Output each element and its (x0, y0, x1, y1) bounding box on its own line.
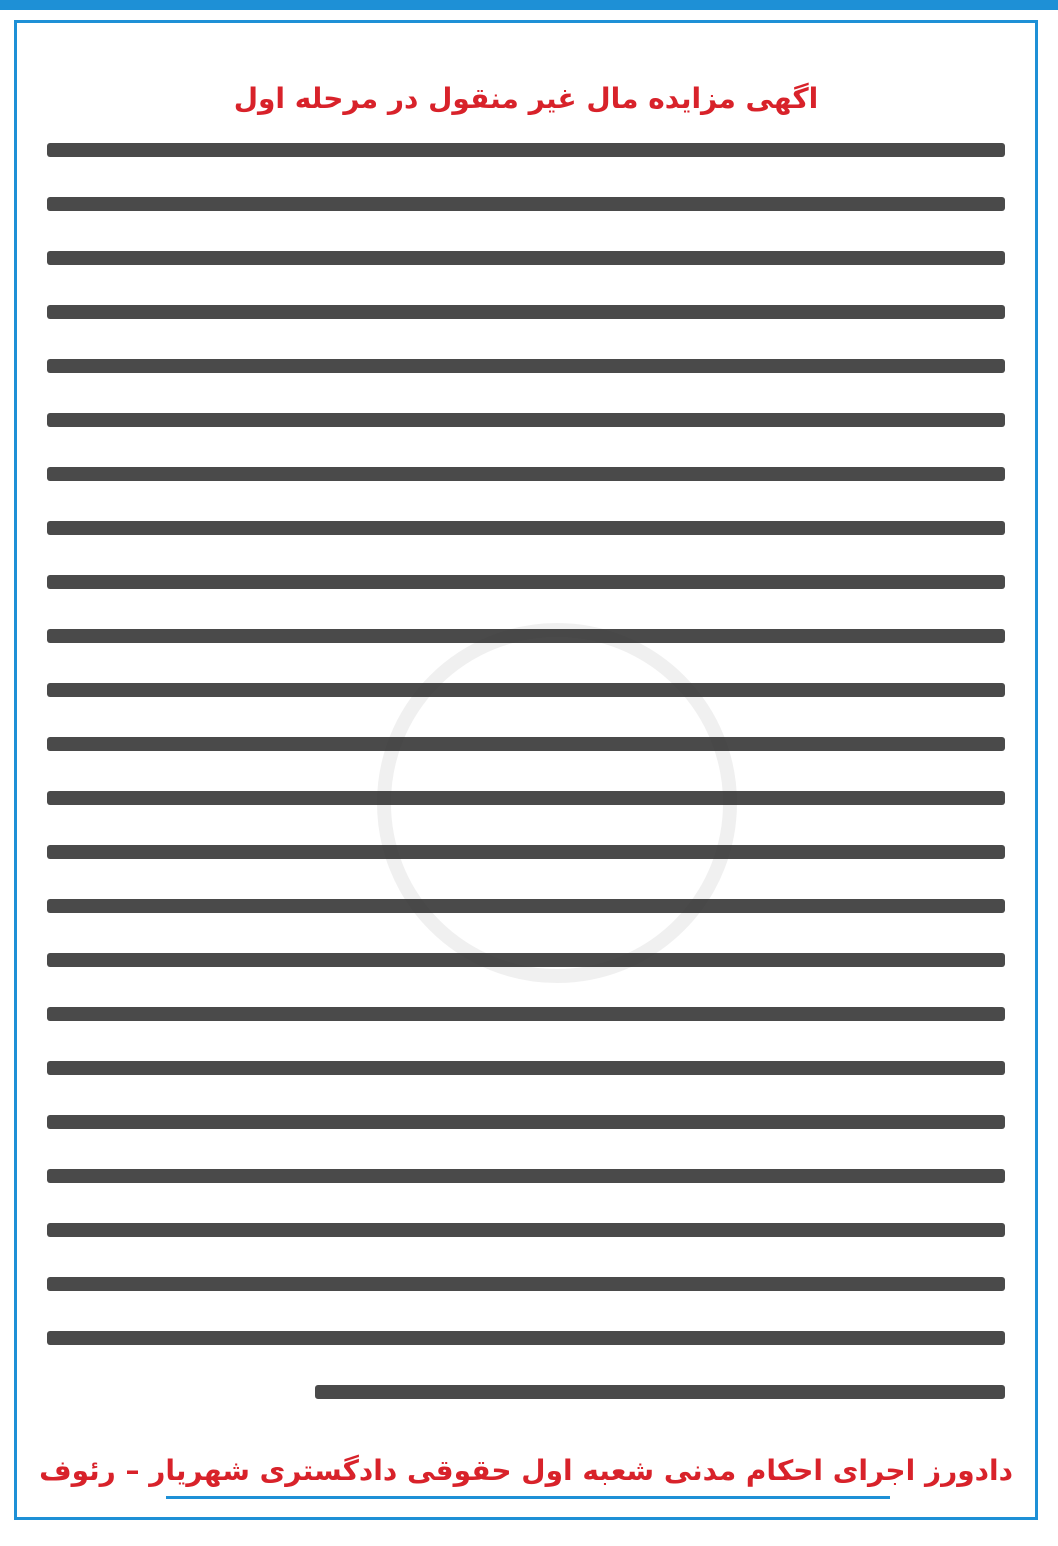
body-line (47, 1061, 1005, 1075)
notice-body (47, 143, 1005, 1439)
body-line (47, 197, 1005, 211)
body-line (47, 521, 1005, 535)
body-line (47, 575, 1005, 589)
body-line (47, 1169, 1005, 1183)
body-line (47, 143, 1005, 157)
body-line (47, 791, 1005, 805)
bottom-blue-rule (166, 1496, 890, 1499)
body-line (47, 953, 1005, 967)
notice-frame (14, 20, 1038, 1520)
body-line (47, 1007, 1005, 1021)
body-line (47, 1277, 1005, 1291)
body-line (47, 1115, 1005, 1129)
top-blue-bar (0, 0, 1058, 10)
body-line (47, 251, 1005, 265)
body-line (315, 1385, 1005, 1399)
body-line (47, 845, 1005, 859)
body-line (47, 899, 1005, 913)
body-line (47, 1223, 1005, 1237)
body-line (47, 413, 1005, 427)
body-line (47, 737, 1005, 751)
notice-signature: دادورز اجرای احکام مدنی شعبه اول حقوقی دادگستری شهریار – رئوف (39, 1454, 1013, 1487)
body-line (47, 683, 1005, 697)
body-line (47, 1331, 1005, 1345)
body-line (47, 305, 1005, 319)
body-line (47, 467, 1005, 481)
notice-title: اگهی مزایده مال غیر منقول در مرحله اول (233, 82, 819, 115)
body-line (47, 359, 1005, 373)
body-line (47, 629, 1005, 643)
